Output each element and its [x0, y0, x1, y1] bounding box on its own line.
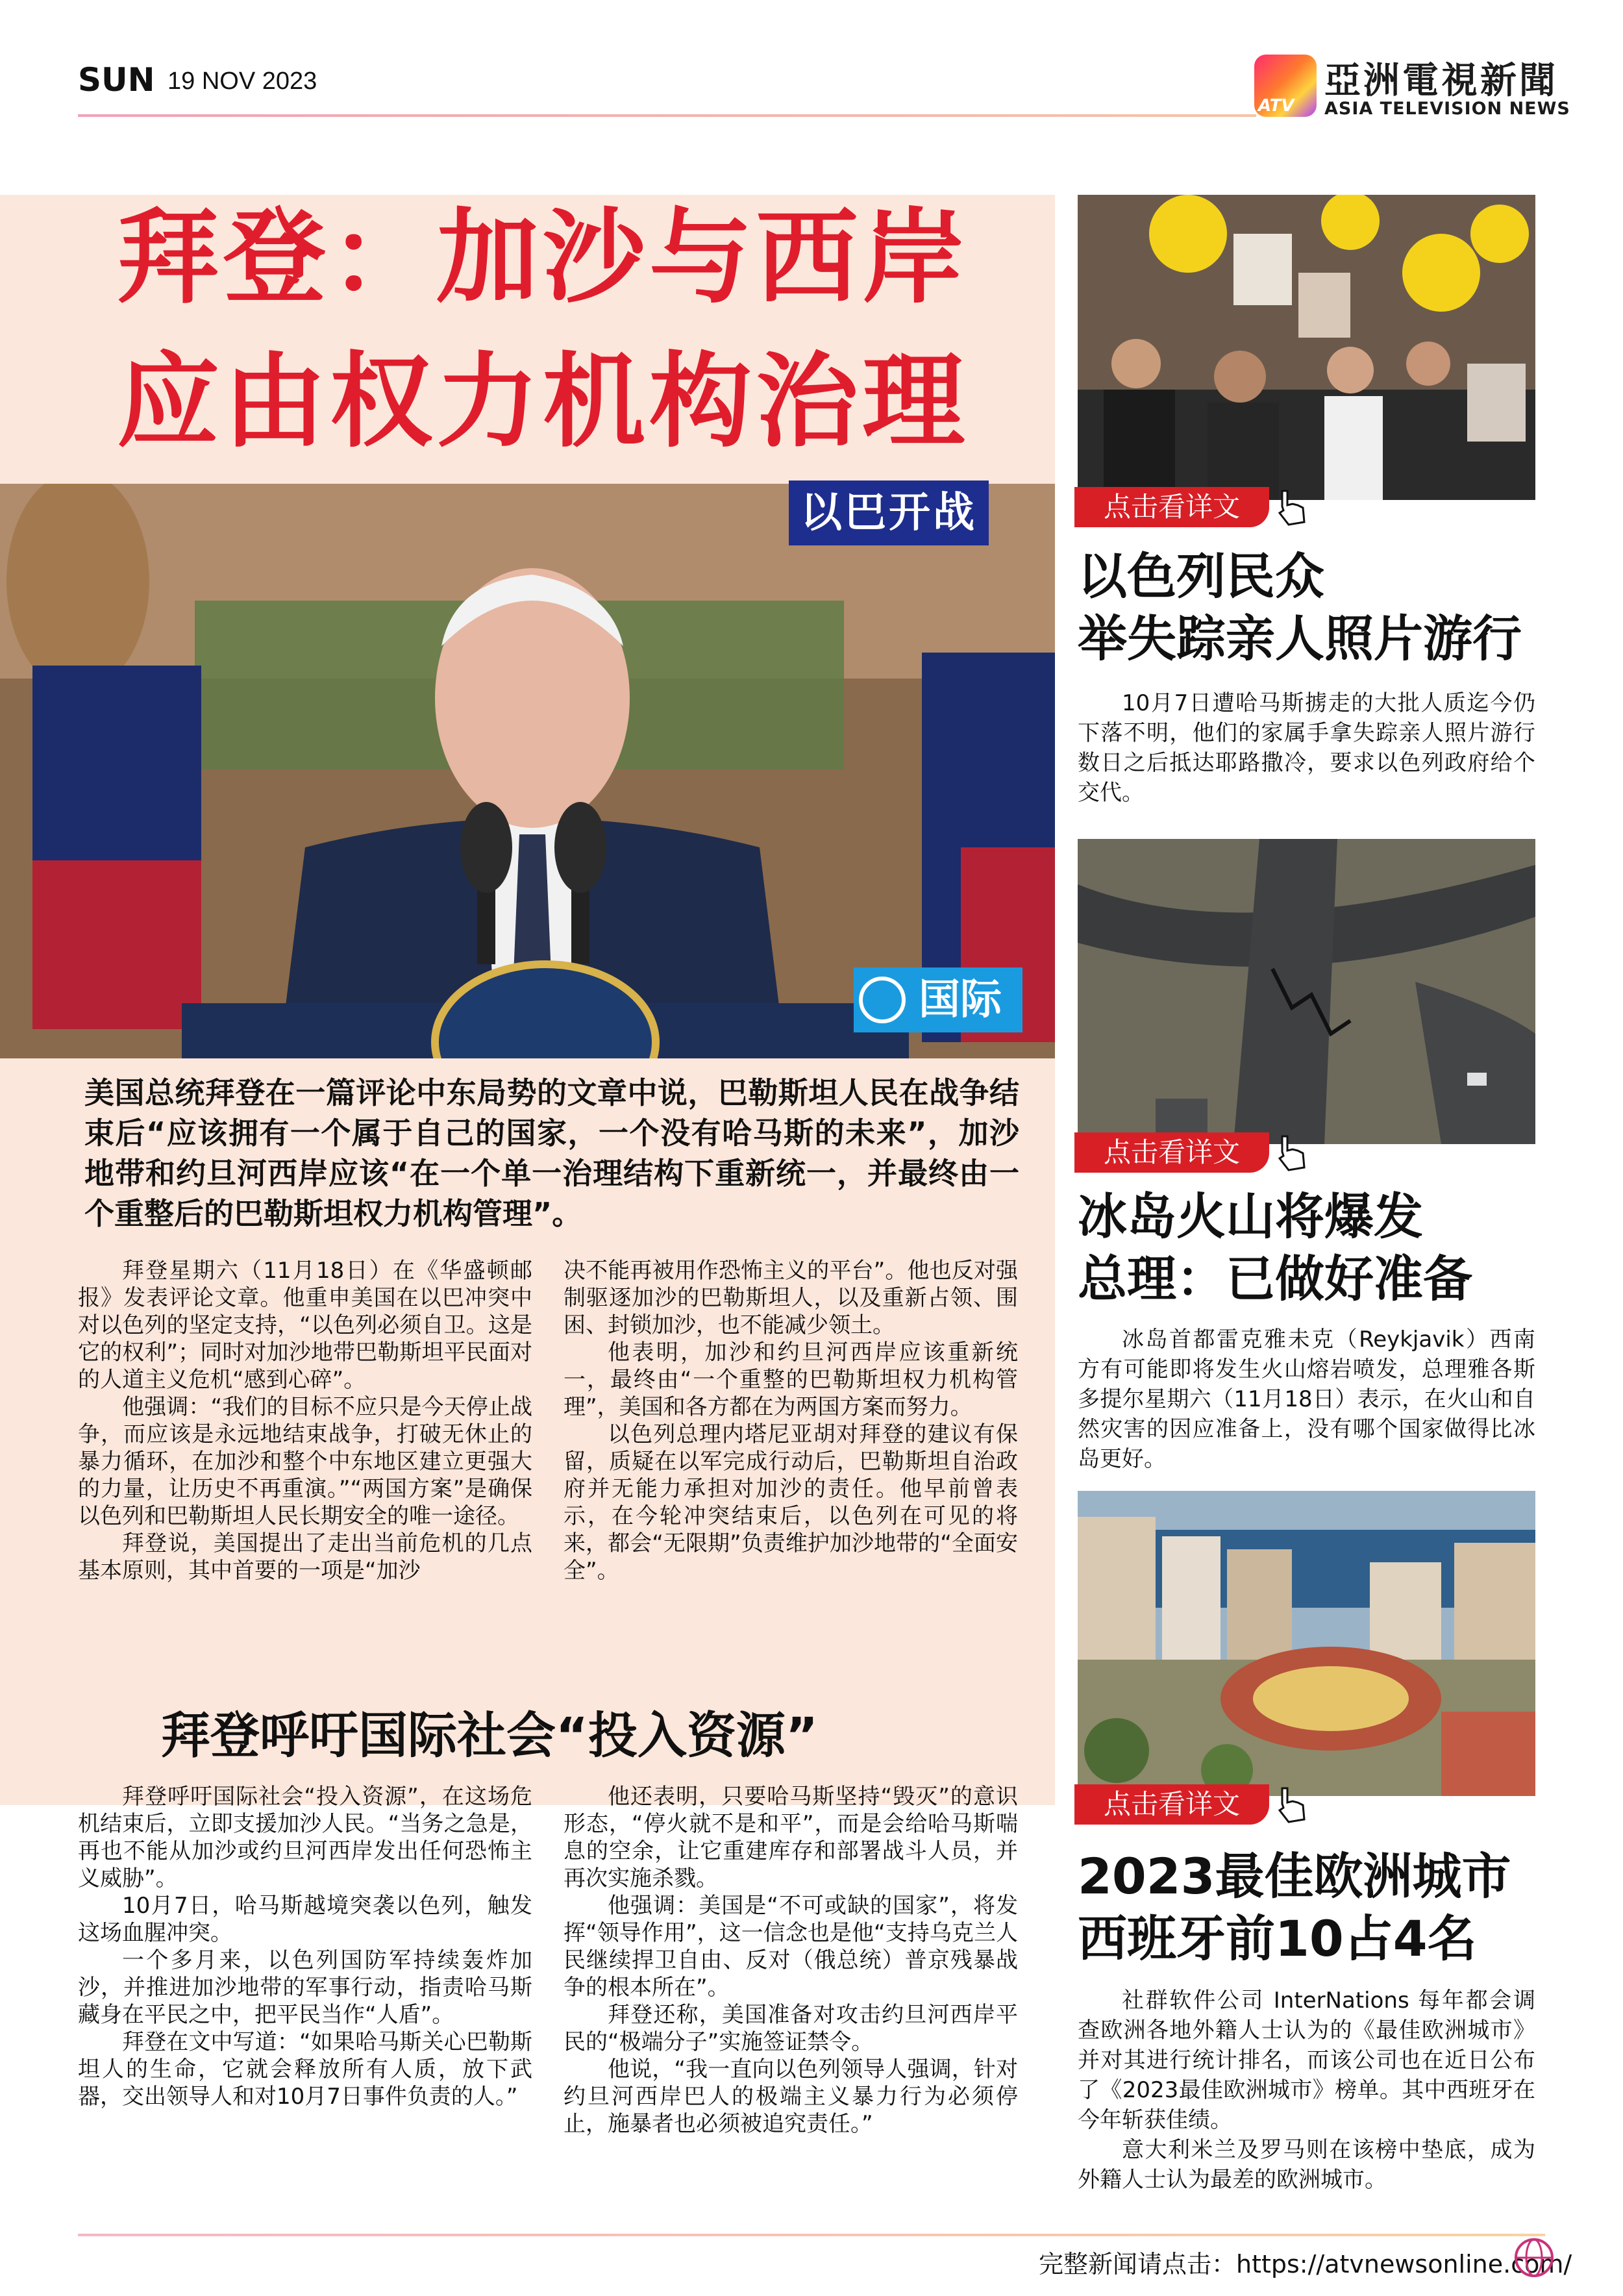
paragraph: 他强调：“我们的目标不应只是今天停止战争，而应该是永远地结束战争，打破无休止的暴力循环，在加沙和整个中东地区建立更强大的力量，让历史不再重演。”“两国方案”是确保以色列和巴勒斯坦人民长期安全的唯一途径。: [78, 1394, 532, 1529]
read-more-button-1[interactable]: [1074, 487, 1269, 527]
paragraph: 以色列总理内塔尼亚胡对拜登的建议有保留，质疑在以军完成行动后，巴勒斯坦自治政府并无能力承担对加沙的责任。他早前曾表示，在今轮冲突结束后，以色列在可见的将来，都会“无限期”负责维护加沙地带的“全面安全”。: [564, 1421, 1018, 1584]
sidebar-story-1-body: [1078, 688, 1535, 808]
article-column-4: [564, 1783, 1018, 2138]
category-tag: 以巴开战: [789, 480, 989, 545]
sidebar-story-3-title-line-2[interactable]: 西班牙前10占4名: [1078, 1910, 1477, 1967]
protest-photo-illustration: [1078, 195, 1535, 500]
sidebar-story-2-body: [1078, 1325, 1535, 1474]
pointer-hand-icon: [1269, 1782, 1315, 1827]
paragraph: 拜登在文中写道：“如果哈马斯关心巴勒斯坦人的生命，它就会释放所有人质，放下武器，交出领导人和对10月7日事件负责的人。”: [78, 2029, 532, 2110]
footer-link[interactable]: 完整新闻请点击：https://atvnewsonline.com/: [1039, 2250, 1572, 2278]
section-tag-label: 国际: [919, 976, 1002, 1024]
paragraph: 一个多月来，以色列国防军持续轰炸加沙，并推进加沙地带的军事行动，指责哈马斯藏身在平民之中，把平民当作“人盾”。: [78, 1947, 532, 2028]
pointer-hand-icon: [1269, 484, 1315, 530]
read-more-button-2[interactable]: [1074, 1132, 1269, 1173]
web-globe-icon[interactable]: [1513, 2236, 1555, 2279]
paragraph: 他强调：美国是“不可或缺的国家”，将发挥“领导作用”，这一信念也是他“支持乌克兰人民继续捍卫自由、反对（俄总统）普京残暴战争的根本所在”。: [564, 1893, 1018, 2001]
footer-divider: [78, 2234, 1545, 2236]
sidebar-story-2-title-line-1[interactable]: 冰岛火山将爆发: [1078, 1188, 1423, 1245]
paragraph: 冰岛首都雷克雅未克（Reykjavik）西南方有可能即将发生火山熔岩喷发，总理雅各斯多提尔星期六（11月18日）表示，在火山和自然灾害的因应准备上，没有哪个国家做得比冰岛更好。: [1078, 1327, 1535, 1472]
read-more-label: 点击看详文: [1103, 1788, 1240, 1820]
paragraph-continued: 决不能再被用作恐怖主义的平台”。他也反对强制驱逐加沙的巴勒斯坦人，以及重新占领、围困、封锁加沙，也不能减少领土。: [564, 1258, 1018, 1338]
paragraph: 拜登说，美国提出了走出当前危机的几点基本原则，其中首要的一项是“加沙: [78, 1530, 532, 1584]
sidebar-story-2-title-line-2[interactable]: 总理：已做好准备: [1078, 1250, 1472, 1308]
paragraph: 10月7日，哈马斯越境突袭以色列，触发这场血腥冲突。: [78, 1893, 532, 1946]
header-divider: [78, 114, 1256, 117]
pointer-hand-icon: [1269, 1130, 1315, 1175]
road-crack-photo-illustration: [1078, 839, 1535, 1144]
sidebar-photo-city[interactable]: [1078, 1491, 1535, 1796]
sidebar-photo-volcano-road[interactable]: [1078, 839, 1535, 1144]
sidebar-story-1-title-line-2[interactable]: 举失踪亲人照片游行: [1078, 610, 1522, 668]
lead-paragraph: 美国总统拜登在一篇评论中东局势的文章中说，巴勒斯坦人民在战争结束后“应该拥有一个属于自己的国家，一个没有哈马斯的未来”，加沙地带和约旦河西岸应该“在一个单一治理结构下重新统一，并最终由一个重整后的巴勒斯坦权力机构管理”。: [84, 1075, 1019, 1231]
headline-line-1: 拜登：加沙与西岸: [117, 198, 969, 318]
paragraph: 拜登还称，美国准备对攻击约旦河西岸平民的“极端分子”实施签证禁令。: [564, 2002, 1018, 2055]
paragraph: 拜登星期六（11月18日）在《华盛顿邮报》发表评论文章。他重申美国在以巴冲突中对以色列的坚定支持，“以色列必须自卫。这是它的权利”；同时对加沙地带巴勒斯坦平民面对的人道主义危机“感到心碎”。: [78, 1258, 532, 1393]
sidebar-photo-protest[interactable]: [1078, 195, 1535, 500]
read-more-label: 点击看详文: [1103, 491, 1240, 523]
read-more-button-3[interactable]: [1074, 1784, 1269, 1825]
article-column-3: [78, 1783, 532, 2110]
paragraph: 意大利米兰及罗马则在该榜中垫底，成为外籍人士认为最差的欧洲城市。: [1078, 2137, 1535, 2193]
paragraph: 他说，“我一直向以色列领导人强调，针对约旦河西岸巴人的极端主义暴力行为必须停止，施暴者也必须被追究责任。”: [564, 2056, 1018, 2137]
logo-name-cn: 亞洲電視新聞: [1324, 60, 1558, 102]
city-photo-illustration: [1078, 1491, 1535, 1796]
paragraph: 10月7日遭哈马斯掳走的大批人质迄今仍下落不明，他们的家属手拿失踪亲人照片游行数日之后抵达耶路撒冷，要求以色列政府给个交代。: [1078, 690, 1535, 806]
globe-icon: [859, 977, 906, 1023]
sidebar-story-1-title-line-1[interactable]: 以色列民众: [1078, 547, 1324, 605]
day-label: SUN: [78, 61, 155, 99]
paragraph: 拜登呼吁国际社会“投入资源”，在这场危机结束后，立即支援加沙人民。“当务之急是，再也不能从加沙或约旦河西岸发出任何恐怖主义威胁”。: [78, 1784, 532, 1891]
read-more-label: 点击看详文: [1103, 1136, 1240, 1168]
date-label: 19 NOV 2023: [167, 68, 317, 95]
headline-line-2: 应由权力机构治理: [117, 342, 969, 462]
sidebar-story-3-title-line-1[interactable]: 2023最佳欧洲城市: [1078, 1847, 1511, 1905]
logo-badge-text: ATV: [1258, 96, 1295, 116]
paragraph: 社群软件公司 InterNations 每年都会调查欧洲各地外籍人士认为的《最佳欧洲城市》并对其进行统计排名，而该公司也在近日公布了《2023最佳欧洲城市》榜单。其中西班牙在今年斩获佳绩。: [1078, 1988, 1535, 2133]
paragraph: 他表明，加沙和约旦河西岸应该重新统一，最终由“一个重整的巴勒斯坦权力机构管理”，美国和各方都在为两国方案而努力。: [564, 1340, 1018, 1420]
sidebar-story-3-body: [1078, 1986, 1535, 2195]
article-subheading: 拜登呼吁国际社会“投入资源”: [161, 1706, 818, 1764]
paragraph: 他还表明，只要哈马斯坚持“毁灭”的意识形态，“停火就不是和平”，而是会给哈马斯喘息的空余，让它重建库存和部署战斗人员，并再次实施杀戮。: [564, 1784, 1018, 1891]
section-tag: [854, 967, 1022, 1032]
article-column-1: [78, 1257, 532, 1584]
logo-name-en: ASIA TELEVISION NEWS: [1324, 99, 1570, 119]
article-column-2: [564, 1257, 1018, 1584]
